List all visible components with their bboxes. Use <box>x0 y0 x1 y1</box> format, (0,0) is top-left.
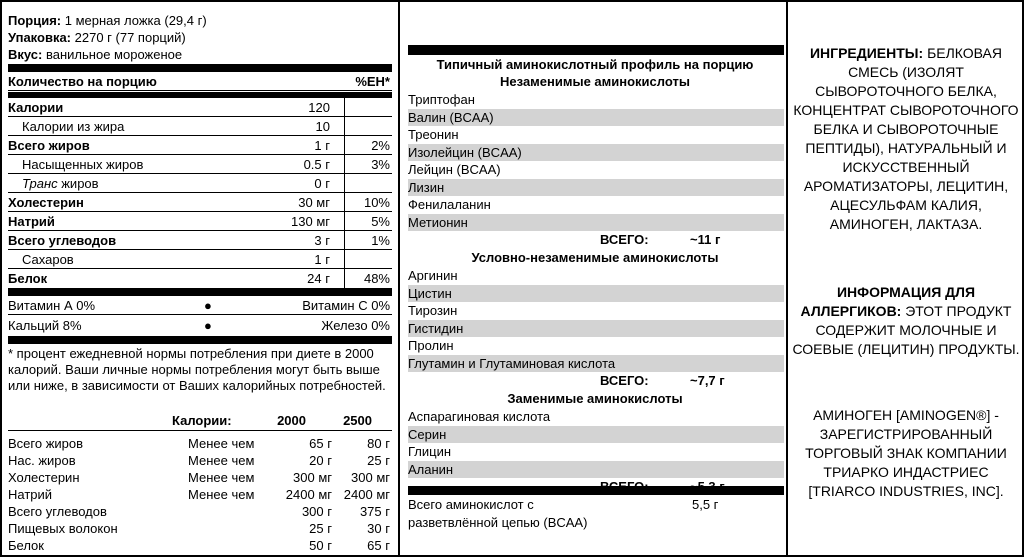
amino-acid-item: Лейцин (BCAA) <box>408 162 501 177</box>
nutrient-daily-value: 2% <box>371 138 390 153</box>
nutrient-amount: 130 мг <box>291 214 330 229</box>
daily-values-row <box>8 520 392 537</box>
nutrient-daily-value: 3% <box>371 157 390 172</box>
amino-acid-item: Изолейцин (BCAA) <box>408 144 784 162</box>
column-separator <box>344 250 345 269</box>
daily-values-cell: 65 г <box>309 436 332 451</box>
daily-values-cell: Менее чем <box>188 436 255 451</box>
nutrient-label: Калории <box>8 100 64 115</box>
thick-divider <box>8 336 392 344</box>
daily-values-cell: 30 г <box>367 521 390 536</box>
nutrient-row <box>8 212 392 231</box>
daily-values-cell: Менее чем <box>188 470 255 485</box>
package-size: Упаковка: 2270 г (77 порций) <box>8 30 186 45</box>
nutrient-amount: 3 г <box>314 233 330 248</box>
column-separator <box>344 231 345 250</box>
daily-values-cell: 65 г <box>367 538 390 553</box>
amino-acid-item: Гистидин <box>408 320 784 338</box>
thick-divider <box>408 45 784 55</box>
ingredients-panel <box>790 2 1022 557</box>
amino-acid-item: Серин <box>408 426 784 444</box>
amino-acid-panel <box>398 2 788 557</box>
amino-acid-item: Глицин <box>408 444 452 459</box>
nutrient-label: Холестерин <box>8 195 84 210</box>
daily-values-cell: 50 г <box>309 538 332 553</box>
amino-acid-item: Валин (BCAA) <box>408 109 784 127</box>
total-value: ~7,7 г <box>690 373 725 388</box>
column-separator <box>344 174 345 193</box>
amino-acid-item: Лизин <box>408 179 784 197</box>
daily-values-cell: Менее чем <box>188 487 255 502</box>
daily-values-row <box>8 435 392 452</box>
nutrient-label: Всего углеводов <box>8 233 117 248</box>
table-divider <box>8 430 392 431</box>
nutrient-amount: 1 г <box>314 252 330 267</box>
daily-values-cell: Всего жиров <box>8 436 84 451</box>
bcaa-total: Всего аминокислот с разветвлённой цепью (BCAA) 5,5 г <box>408 497 719 530</box>
column-separator <box>344 117 345 136</box>
column-separator <box>344 212 345 231</box>
amino-acid-item: Треонин <box>408 127 459 142</box>
nutrient-label: Всего жиров <box>8 138 90 153</box>
nutrient-amount: 10 <box>315 119 330 134</box>
daily-values-row <box>8 503 392 520</box>
daily-values-row <box>8 537 392 554</box>
amino-section-total <box>408 372 782 390</box>
nutrient-row <box>8 250 392 269</box>
daily-values-cell: 2400 мг <box>285 487 332 502</box>
thick-divider <box>8 288 392 296</box>
nutrient-row <box>8 193 392 212</box>
column-separator <box>344 98 345 117</box>
daily-values-cell: Нас. жиров <box>8 453 76 468</box>
nutrient-amount: 1 г <box>314 138 330 153</box>
column-separator <box>344 269 345 288</box>
nutrient-row <box>8 174 392 193</box>
nutrient-label: Транс жиров <box>22 176 99 191</box>
nutrient-daily-value: 48% <box>363 271 390 286</box>
nutrient-label: Насыщенных жиров <box>22 157 144 172</box>
nutrient-row <box>8 155 392 174</box>
nutrient-row <box>8 136 392 155</box>
serving-size: Порция: 1 мерная ложка (29,4 г) <box>8 13 207 28</box>
daily-values-cell: Менее чем <box>188 453 255 468</box>
amount-per-serving-header: Количество на порцию %ЕН* <box>8 74 390 89</box>
amino-acid-item: Цистин <box>408 285 784 303</box>
nutrient-row <box>8 269 392 288</box>
daily-values-cell: 2400 мг <box>343 487 390 502</box>
amino-section-heading: Заменимые аминокислоты <box>507 391 683 406</box>
amino-section-heading: Незаменимые аминокислоты <box>500 74 690 89</box>
nutrient-amount: 24 г <box>307 271 330 286</box>
daily-values-cell: Натрий <box>8 487 53 502</box>
nutrient-row <box>8 98 392 117</box>
nutrient-daily-value: 1% <box>371 233 390 248</box>
thick-divider <box>408 486 784 495</box>
total-value: ~11 г <box>690 232 721 247</box>
nutrient-label: Калории из жира <box>22 119 125 134</box>
nutrient-row <box>8 231 392 250</box>
trademark-notice: АМИНОГЕН [AMINOGEN®] - ЗАРЕГИСТРИРОВАННЫЙ ТОРГОВЫЙ ЗНАК КОМПАНИИ ТРИАРКО ИНДАСТРИЕС [TRIARCO INDUSTRIES, INC]. <box>805 407 1007 499</box>
daily-values-cell: 300 мг <box>351 470 390 485</box>
amino-section-total <box>408 231 782 249</box>
nutrient-label: Натрий <box>8 214 55 229</box>
ingredients-text: ИНГРЕДИЕНТЫ: БЕЛКОВАЯ СМЕСЬ (ИЗОЛЯТ СЫВОРОТОЧНОГО БЕЛКА, КОНЦЕНТРАТ СЫВОРОТОЧНОГО БЕЛКА И СЫВОРОТОЧНЫЕ ПЕПТИДЫ), НАТУРАЛЬНЫЙ И ИСКУССТВЕННЫЙ АРОМАТИЗАТОРЫ, ЛЕЦИТИН, АЦЕСУЛЬФАМ КАЛИЯ, АМИНОГЕН, ЛАКТАЗА. <box>793 45 1019 232</box>
amino-acid-item: Глутамин и Глутаминовая кислота <box>408 355 784 373</box>
amino-profile-title: Типичный аминокислотный профиль на порцию <box>436 57 754 72</box>
column-separator <box>344 193 345 212</box>
amino-section-heading: Условно-незаменимые аминокислоты <box>471 250 719 265</box>
daily-values-row <box>8 486 392 503</box>
nutrition-facts-panel <box>8 2 392 557</box>
daily-value-footnote: * процент ежедневной нормы потребления при диете в 2000 калорий. Ваши личные нормы потребления могут быть выше или ниже, в зависимости от Ваших калорийных потребностей. <box>8 346 386 393</box>
amino-acid-item: Аспарагиновая кислота <box>408 409 551 424</box>
daily-values-cell: 300 г <box>301 504 332 519</box>
nutrient-label: Сахаров <box>22 252 74 267</box>
vitamin-row: Витамин А 0% ● Витамин С 0% <box>8 298 390 313</box>
daily-values-cell: 80 г <box>367 436 390 451</box>
total-label: ВСЕГО: <box>600 373 649 388</box>
daily-values-table <box>8 412 392 554</box>
column-separator <box>344 136 345 155</box>
nutrient-amount: 30 мг <box>298 195 330 210</box>
daily-values-cell: 20 г <box>309 453 332 468</box>
vitamin-row: Кальций 8% ● Железо 0% <box>8 318 390 333</box>
amino-acid-item: Тирозин <box>408 303 458 318</box>
allergy-info: ИНФОРМАЦИЯ ДЛЯ АЛЛЕРГИКОВ: ЭТОТ ПРОДУКТ СОДЕРЖИТ МОЛОЧНЫЕ И СОЕВЫЕ (ЛЕЦИТИН) ПРОДУКТЫ. <box>792 284 1020 357</box>
daily-values-header: Калории: 2000 2500 <box>172 413 372 428</box>
daily-values-cell: 300 мг <box>293 470 332 485</box>
nutrient-daily-value: 10% <box>363 195 390 210</box>
daily-values-cell: Белок <box>8 538 44 553</box>
nutrient-amount: 0 г <box>314 176 330 191</box>
amino-acid-item: Аланин <box>408 461 784 479</box>
daily-values-cell: 25 г <box>309 521 332 536</box>
nutrient-amount: 0.5 г <box>303 157 330 172</box>
daily-values-cell: 375 г <box>359 504 390 519</box>
column-separator <box>344 155 345 174</box>
nutrient-label: Белок <box>8 271 48 286</box>
nutrient-daily-value: 5% <box>371 214 390 229</box>
daily-values-row <box>8 452 392 469</box>
daily-values-cell: Всего углеводов <box>8 504 107 519</box>
nutrient-amount: 120 <box>308 100 330 115</box>
amino-acid-item: Метионин <box>408 214 784 232</box>
daily-values-row <box>8 469 392 486</box>
amino-acid-item: Триптофан <box>408 92 475 107</box>
daily-values-cell: Холестерин <box>8 470 80 485</box>
daily-values-cell: 25 г <box>367 453 390 468</box>
thick-divider <box>8 64 392 72</box>
flavor: Вкус: ванильное мороженое <box>8 47 183 62</box>
amino-acid-profile <box>408 57 782 496</box>
amino-acid-item: Фенилаланин <box>408 197 491 212</box>
amino-acid-item: Аргинин <box>408 268 458 283</box>
daily-values-cell: Пищевых волокон <box>8 521 118 536</box>
total-label: ВСЕГО: <box>600 232 649 247</box>
nutrient-row <box>8 117 392 136</box>
amino-acid-item: Пролин <box>408 338 454 353</box>
